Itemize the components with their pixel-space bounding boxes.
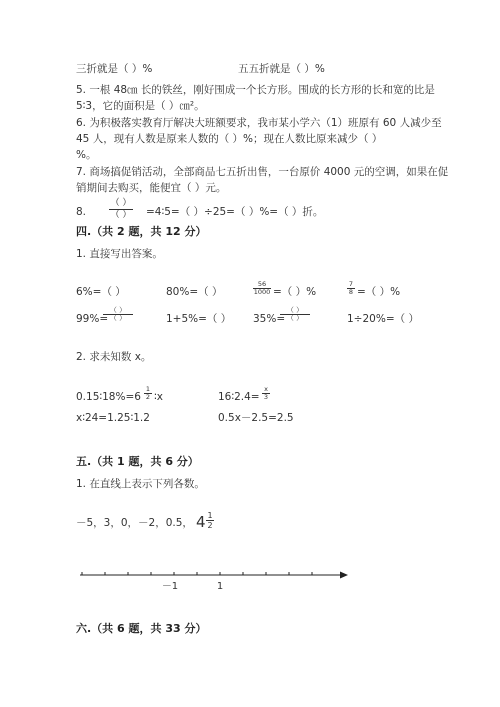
e3: x∶24=1.25∶1.2 bbox=[76, 412, 150, 424]
r2-d: 1÷20%=（ ） bbox=[347, 313, 419, 325]
r1-c-den: 1000 bbox=[253, 288, 271, 296]
e1-top: 1 bbox=[145, 385, 151, 393]
e4: 0.5x－2.5=2.5 bbox=[218, 412, 294, 424]
tick-label-1: 1 bbox=[216, 581, 224, 592]
q1-right: 五五折就是（ ）% bbox=[238, 63, 325, 75]
r1-d-fraction bbox=[347, 281, 355, 296]
r2-c-bot: （ ） bbox=[286, 314, 304, 322]
section5-title: 五.（共 1 题，共 6 分） bbox=[76, 455, 199, 468]
mixed-fraction bbox=[206, 511, 214, 530]
r1-b: 80%=（ ） bbox=[166, 286, 223, 298]
section4-title: 四.（共 2 题，共 12 分） bbox=[76, 225, 207, 238]
r1-c-num: 56 bbox=[253, 281, 271, 289]
e1-post: ∶x bbox=[154, 391, 163, 403]
r2-c-top: （ ） bbox=[280, 307, 310, 315]
mixed-bot: 2 bbox=[207, 521, 213, 530]
r2-a-top: （ ） bbox=[103, 307, 133, 315]
q8-blank-fraction bbox=[107, 198, 135, 220]
mixed-whole: 4 bbox=[196, 513, 206, 531]
r1-c-fraction bbox=[253, 281, 271, 296]
r1-d-num: 7 bbox=[348, 280, 354, 288]
q5-line1: 5. 一根 48㎝ 长的铁丝，刚好围成一个长方形。围成的长方形的长和宽的比是 bbox=[76, 84, 435, 96]
r1-a: 6%=（ ） bbox=[76, 286, 126, 298]
q7-line1: 7. 商场搞促销活动，全部商品七五折出售，一台原价 4000 元的空调，如果在促 bbox=[76, 166, 449, 178]
section4-sub1: 1. 直接写出答案。 bbox=[76, 248, 163, 260]
section5-numbers: －5，3，0，－2，0.5， bbox=[76, 517, 193, 529]
section6-title: 六.（共 6 题，共 33 分） bbox=[76, 622, 207, 635]
r1-c-rest: =（ ）% bbox=[273, 286, 317, 298]
q5-line2: 5∶3，它的面积是（ ）㎝²。 bbox=[76, 100, 205, 112]
r2-c-fraction bbox=[280, 307, 310, 322]
q8-rest: =4∶5=（ ）÷25=（ ）%=（ ）折。 bbox=[146, 206, 324, 218]
r2-b: 1+5%=（ ） bbox=[166, 313, 232, 325]
e1-bot: 2 bbox=[145, 393, 151, 401]
mixed-top: 1 bbox=[207, 511, 213, 520]
e2-fraction bbox=[262, 386, 270, 401]
q8-number: 8. bbox=[76, 206, 87, 218]
q8-frac-top: （ ） bbox=[110, 198, 132, 208]
q6-line2: 45 人，现有人数是原来人数的（ ）%；现在人数比原来减少（ ） bbox=[76, 133, 383, 145]
section5-sub1: 1. 在直线上表示下列各数。 bbox=[76, 478, 205, 490]
r1-d-den: 8 bbox=[348, 288, 354, 296]
e1-fraction bbox=[144, 386, 152, 401]
r2-c-pre: 35%= bbox=[253, 313, 286, 325]
tick-label-neg1: －1 bbox=[161, 581, 179, 592]
e2-bot: 3 bbox=[263, 393, 269, 401]
section4-sub2: 2. 求未知数 x。 bbox=[76, 351, 152, 363]
r2-a-fraction bbox=[103, 307, 133, 322]
q1-left: 三折就是（ ）% bbox=[76, 63, 153, 75]
r1-d-rest: =（ ）% bbox=[357, 286, 401, 298]
q8-frac-bottom: （ ） bbox=[110, 210, 132, 220]
e1-pre: 0.15∶18%=6 bbox=[76, 391, 141, 403]
e2-pre: 16∶2.4= bbox=[218, 391, 260, 403]
number-line bbox=[70, 565, 355, 595]
r2-a-bot: （ ） bbox=[109, 314, 127, 322]
r2-a-pre: 99%= bbox=[76, 313, 109, 325]
q7-line2: 销期间去购买，能便宜（ ）元。 bbox=[76, 182, 227, 194]
number-line-arrow bbox=[340, 572, 348, 579]
e2-top: x bbox=[262, 386, 270, 394]
q6-line3: %。 bbox=[76, 149, 97, 161]
q6-line1: 6. 为积极落实教育厅解决大班额要求，我市某小学六（1）班原有 60 人减少至 bbox=[76, 117, 442, 129]
